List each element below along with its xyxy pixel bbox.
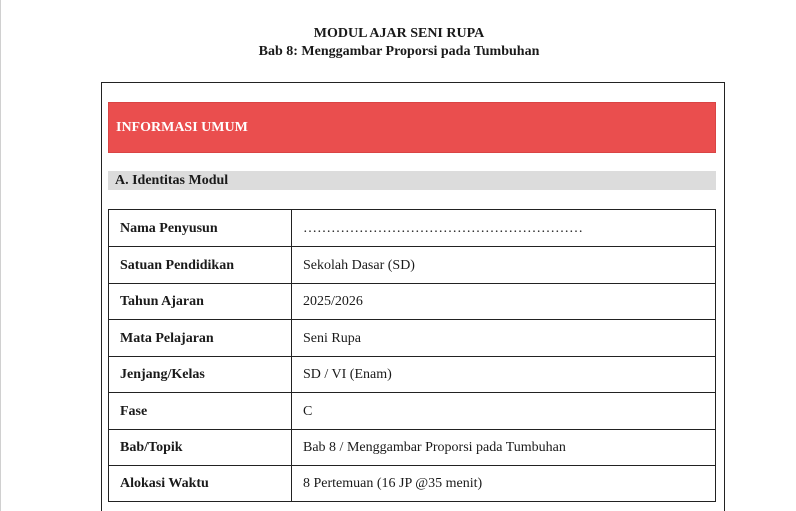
table-row bbox=[109, 284, 716, 320]
row-value: SD / VI (Enam) bbox=[292, 357, 716, 393]
table-row bbox=[109, 430, 716, 466]
row-label: Tahun Ajaran bbox=[109, 284, 292, 320]
row-label: Bab/Topik bbox=[109, 430, 292, 466]
table-row bbox=[109, 320, 716, 357]
table-row bbox=[109, 393, 716, 430]
banner-label: INFORMASI UMUM bbox=[116, 120, 248, 135]
table-row bbox=[109, 466, 716, 502]
row-label: Mata Pelajaran bbox=[109, 320, 292, 357]
document-title: MODUL AJAR SENI RUPA bbox=[313, 26, 485, 41]
row-value: Bab 8 / Menggambar Proporsi pada Tumbuhan bbox=[292, 430, 716, 466]
row-value: Seni Rupa bbox=[292, 320, 716, 357]
row-label: Alokasi Waktu bbox=[109, 466, 292, 502]
subsection-heading bbox=[108, 171, 716, 190]
table-row bbox=[109, 247, 716, 284]
row-value: C bbox=[292, 393, 716, 430]
identity-table bbox=[108, 209, 716, 502]
document-subtitle: Bab 8: Menggambar Proporsi pada Tumbuhan bbox=[258, 44, 540, 59]
row-value: 8 Pertemuan (16 JP @35 menit) bbox=[292, 466, 716, 502]
row-value: …………………………………………………… bbox=[292, 210, 716, 247]
section-banner bbox=[108, 102, 716, 153]
row-value: 2025/2026 bbox=[292, 284, 716, 320]
subsection-label: A. Identitas Modul bbox=[115, 173, 229, 188]
row-value: Sekolah Dasar (SD) bbox=[292, 247, 716, 284]
row-label: Fase bbox=[109, 393, 292, 430]
row-label: Nama Penyusun bbox=[109, 210, 292, 247]
row-label: Satuan Pendidikan bbox=[109, 247, 292, 284]
table-row bbox=[109, 357, 716, 393]
table-row bbox=[109, 210, 716, 247]
row-label: Jenjang/Kelas bbox=[109, 357, 292, 393]
